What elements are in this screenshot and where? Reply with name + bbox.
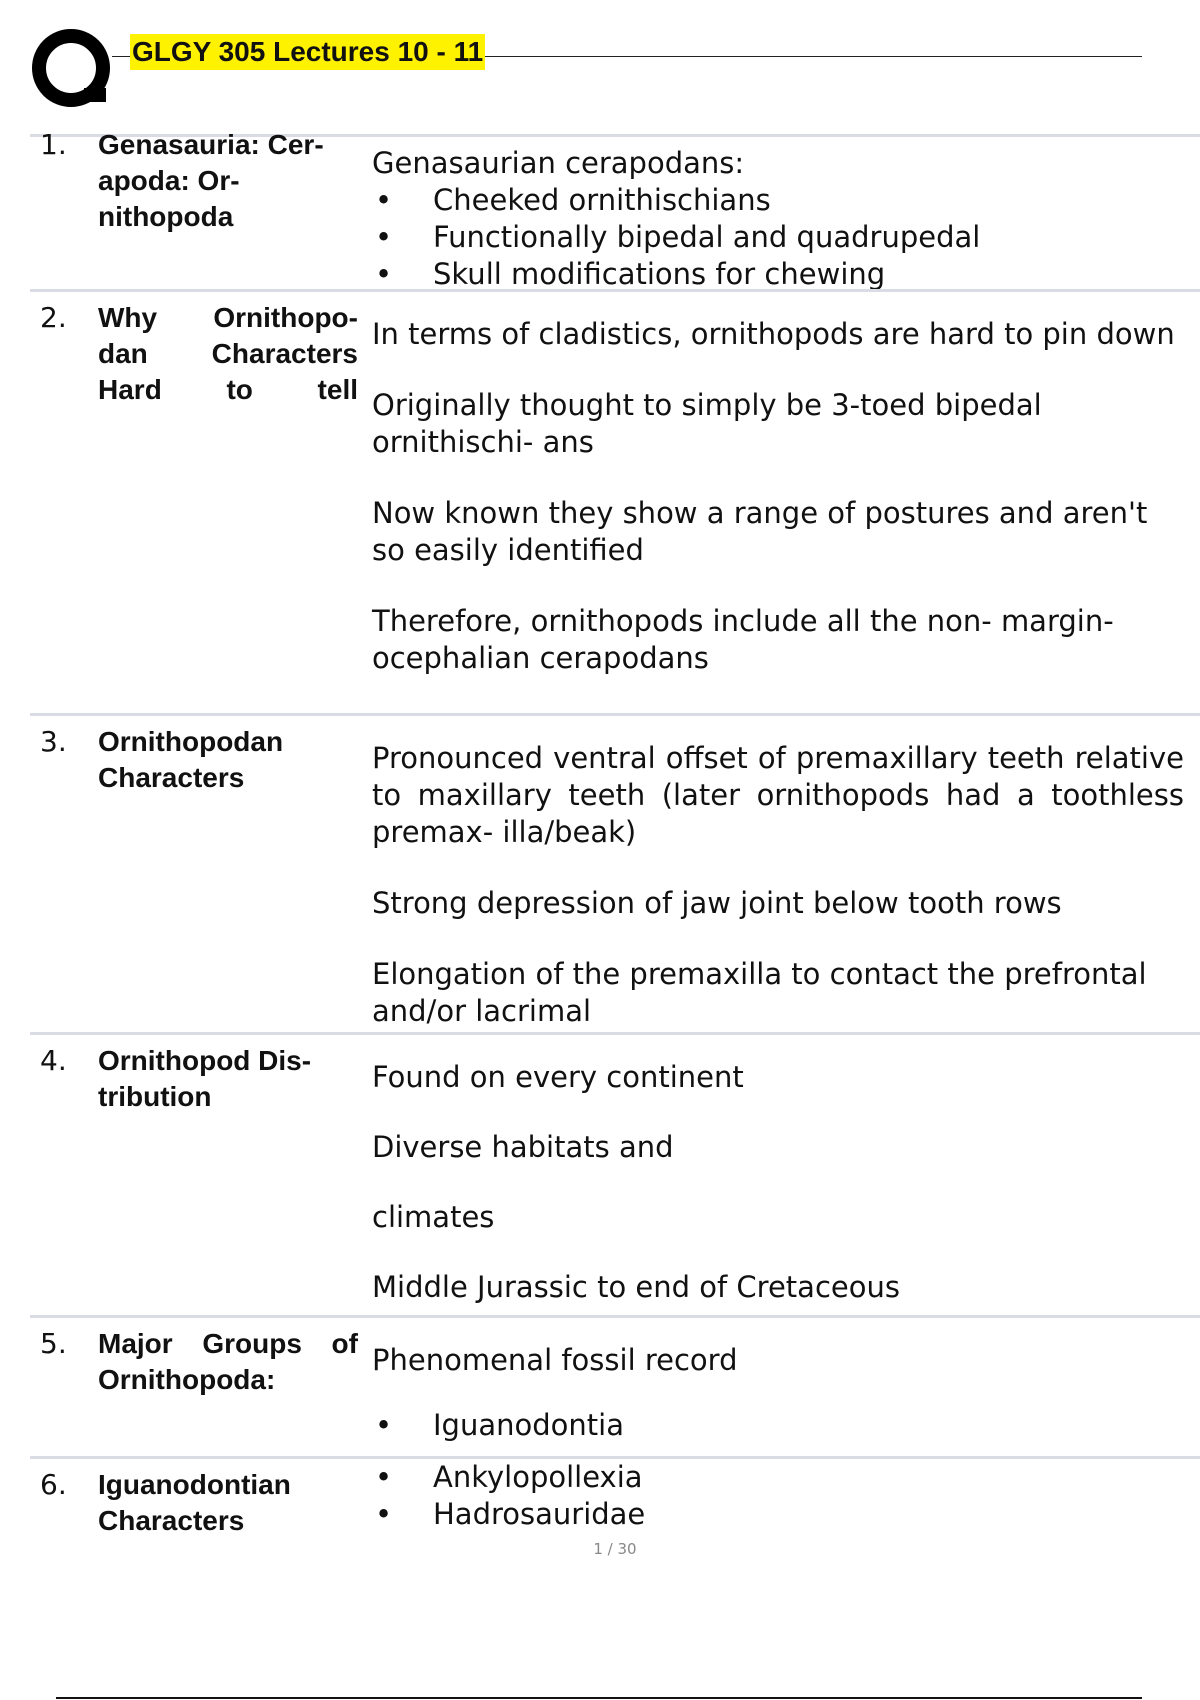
list-item: • Cheeked ornithischians xyxy=(372,182,1184,219)
definition-text: Now known they show a range of postures and aren't so easily identified xyxy=(372,496,1148,567)
bullet-list xyxy=(372,182,1184,293)
definition-text: Diverse habitats and xyxy=(372,1130,674,1164)
document-title: GLGY 305 Lectures 10 - 11 xyxy=(130,34,485,70)
definition-text: Elongation of the premaxilla to contact the prefrontal and/or lacrimal xyxy=(372,957,1147,1028)
row-term: Iguanodontian Characters xyxy=(98,1469,291,1536)
table-row xyxy=(30,128,1200,291)
definition-text: Strong depression of jaw joint below tooth rows xyxy=(372,886,1062,920)
row-number: 5. xyxy=(40,1327,67,1360)
table-row xyxy=(30,1315,1200,1456)
row-definition xyxy=(372,145,1184,289)
row-definition xyxy=(372,1342,1184,1456)
definition-text: Therefore, ornithopods include all the non- margin- ocephalian cerapodans xyxy=(372,604,1114,675)
bullet-list xyxy=(372,1459,1184,1533)
table-row xyxy=(30,1032,1200,1315)
row-term: Ornithopod Dis- tribution xyxy=(98,1045,312,1112)
table-row xyxy=(30,713,1200,1032)
definition-text: Phenomenal fossil record xyxy=(372,1343,738,1377)
definition-text: In terms of cladistics, ornithopods are hard to pin down xyxy=(372,317,1175,351)
flashcard-table xyxy=(30,128,1200,1569)
definition-text: Pronounced ventral offset of premaxillary teeth relative to maxillary teeth (later ornithopods had a toothless premax- illa/beak) xyxy=(372,741,1184,849)
row-number: 3. xyxy=(40,725,67,758)
row-term: Genasauria: Cer- apoda: Or- nithopoda xyxy=(98,129,324,232)
page-number: 1 / 30 xyxy=(593,1540,637,1558)
list-item: • Hadrosauridae xyxy=(372,1496,1184,1533)
row-definition xyxy=(372,740,1184,1032)
definition-text: Found on every continent xyxy=(372,1060,744,1094)
row-term: Major Groups of Ornithopoda: xyxy=(98,1328,358,1395)
row-number: 2. xyxy=(40,301,67,334)
list-item: • Iguanodontia xyxy=(372,1407,1184,1444)
row-term: Why Ornithopo- dan Characters Hard to tell xyxy=(98,302,358,405)
row-number: 4. xyxy=(40,1044,67,1077)
row-term: Ornithopodan Characters xyxy=(98,726,284,793)
row-number: 1. xyxy=(40,128,67,161)
row-definition xyxy=(372,1059,1184,1315)
definition-text: Originally thought to simply be 3-toed bipedal ornithischi- ans xyxy=(372,388,1042,459)
q-logo-icon xyxy=(30,28,112,110)
list-item: • Ankylopollexia xyxy=(372,1459,1184,1496)
footer-rule xyxy=(56,1697,1142,1699)
table-row xyxy=(30,289,1200,713)
bullet-list xyxy=(372,1407,1184,1444)
row-definition xyxy=(372,316,1184,713)
row-number: 6. xyxy=(40,1468,67,1501)
list-item: • Functionally bipedal and quadrupedal xyxy=(372,219,1184,256)
definition-text: Middle Jurassic to end of Cretaceous xyxy=(372,1270,900,1304)
list-item: • Skull modifications for chewing xyxy=(372,256,1184,293)
definition-text: climates xyxy=(372,1200,495,1234)
definition-text: Genasaurian cerapodans: xyxy=(372,146,745,180)
